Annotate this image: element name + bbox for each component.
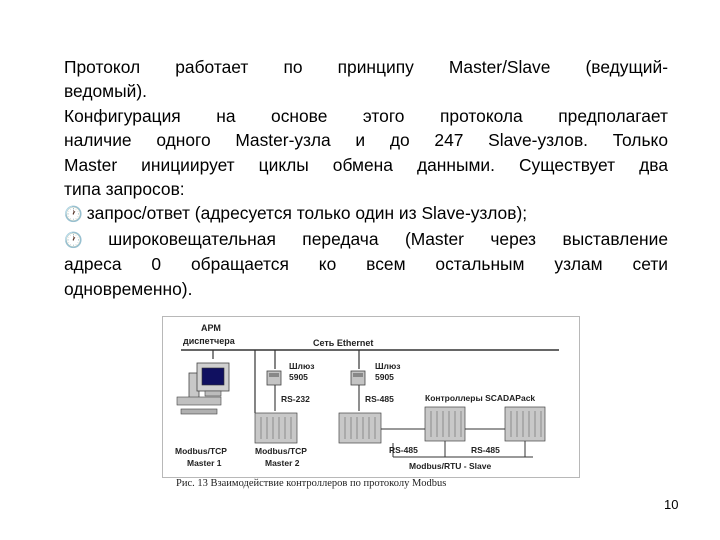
paragraph-line: Master инициирует циклы обмена данными. Существует два <box>64 154 668 175</box>
bullet-item <box>64 201 668 226</box>
diagram-canvas <box>163 317 579 477</box>
svg-text:5905: 5905 <box>289 372 308 382</box>
clock-bullet-icon: 🕐 <box>64 205 83 224</box>
network-diagram <box>162 316 580 478</box>
gateway-icon <box>267 371 281 385</box>
paragraph-line: Протокол работает по принципу Master/Slave (ведущий- <box>64 57 668 77</box>
computer-icon <box>177 363 229 414</box>
svg-text:Master 2: Master 2 <box>265 458 300 468</box>
svg-text:5905: 5905 <box>375 372 394 382</box>
bullet-text: запрос/ответ (адресуется только один из Slave-узлов); <box>86 203 528 224</box>
body-text <box>64 55 668 301</box>
svg-text:RS-232: RS-232 <box>281 394 310 404</box>
svg-text:Контроллеры SCADAPack: Контроллеры SCADAPack <box>425 393 536 403</box>
paragraph-line: Конфигурация на основе этого протокола предполагает <box>64 105 668 126</box>
svg-text:Modbus/TCP: Modbus/TCP <box>175 446 227 456</box>
svg-text:RS-485: RS-485 <box>471 445 500 455</box>
arm-label: диспетчера <box>183 336 235 346</box>
clock-bullet-icon: 🕐 <box>64 230 105 249</box>
svg-text:RS-485: RS-485 <box>389 445 418 455</box>
bullet-item <box>64 227 668 252</box>
figure-caption: Рис. 13 Взаимодействие контроллеров по протоколу Modbus <box>176 478 447 489</box>
svg-text:Modbus/RTU - Slave: Modbus/RTU - Slave <box>409 461 492 471</box>
paragraph-line: типа запросов: <box>64 179 185 200</box>
gateway-icon <box>351 371 365 385</box>
ethernet-label: Сеть Ethernet <box>313 338 374 348</box>
svg-text:Master 1: Master 1 <box>187 458 222 468</box>
arm-label: АРМ <box>201 323 221 333</box>
svg-text:Шлюз: Шлюз <box>375 361 401 371</box>
controller-rack <box>255 407 545 443</box>
paragraph-line: адреса 0 обращается ко всем остальным узлам сети <box>64 254 668 275</box>
bullet-text: широковещательная передача (Master через выставление <box>108 228 668 249</box>
paragraph-line: ведомый). <box>64 81 147 102</box>
svg-text:Шлюз: Шлюз <box>289 361 315 371</box>
page-number: 10 <box>664 497 679 512</box>
paragraph-line: наличие одного Master-узла и до 247 Slave-узлов. Только <box>64 130 668 151</box>
svg-text:RS-485: RS-485 <box>365 394 394 404</box>
paragraph-line: одновременно). <box>64 278 193 299</box>
svg-text:Modbus/TCP: Modbus/TCP <box>255 446 307 456</box>
